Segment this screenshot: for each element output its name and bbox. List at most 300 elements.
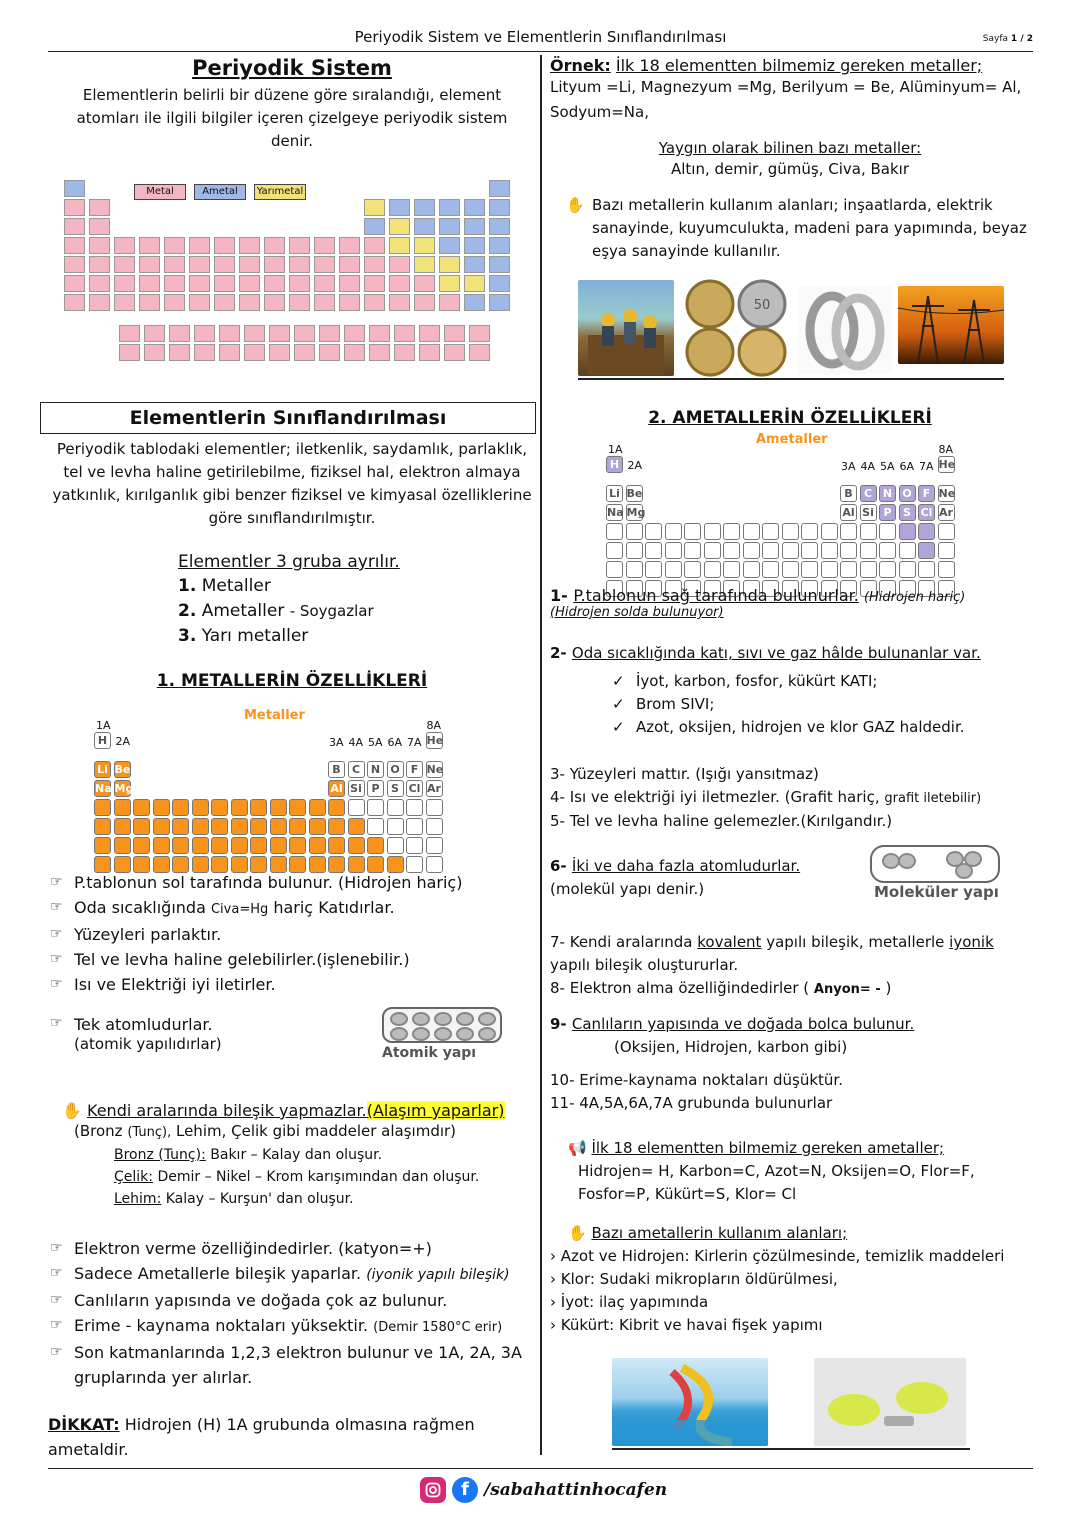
atom-dot — [456, 1027, 474, 1041]
grid-cell — [606, 561, 623, 578]
element-cell — [214, 294, 235, 311]
element-cell — [264, 256, 285, 273]
grid-cell — [114, 818, 131, 835]
water-slide-icon — [612, 1358, 768, 1446]
grid-cell — [387, 799, 404, 816]
element-cell — [489, 180, 510, 197]
grid-cell — [211, 837, 228, 854]
element-cell — [364, 237, 385, 254]
grid-cell — [309, 818, 326, 835]
metal-prop-item: ☞ Son katmanlarında 1,2,3 elektron bulunur ve 1A, 2A, 3A gruplarında yer alırlar. — [48, 1340, 536, 1390]
grid-cell — [860, 561, 877, 578]
grid-cell: He — [938, 458, 956, 471]
element-cell — [419, 325, 440, 342]
photos-underline-2 — [612, 1448, 970, 1450]
group-label-5a: 5A — [368, 736, 383, 749]
ornek-text: Lityum =Li, Magnezyum =Mg, Berilyum = Be, Alüminyum= Al, Sodyum=Na, — [550, 78, 1022, 121]
element-cell — [169, 344, 190, 361]
page-number: Sayfa 1 / 2 — [982, 34, 1033, 44]
element-cell — [264, 237, 285, 254]
element-cell — [214, 256, 235, 273]
element-cell — [394, 325, 415, 342]
uses-list — [550, 1245, 1030, 1337]
grid-cell — [192, 837, 209, 854]
grid-cell: S — [899, 504, 916, 521]
group-label-2a: 2A — [115, 735, 131, 748]
common-metals-title: Yaygın olarak bilinen bazı metaller: — [658, 139, 922, 157]
grid-cell: Ar — [427, 782, 441, 795]
grid-cell — [801, 523, 818, 540]
pointing-hand-icon: ☞ — [50, 951, 63, 967]
state-item: ✓ Brom SIVI; — [612, 693, 1030, 716]
element-cell — [194, 325, 215, 342]
atom-dot — [478, 1012, 496, 1026]
element-cell — [64, 180, 85, 197]
element-cell — [469, 344, 490, 361]
molecule-dot — [898, 853, 916, 869]
element-cell — [319, 344, 340, 361]
grid-cell: S — [387, 780, 404, 797]
grid-cell — [879, 561, 896, 578]
element-cell — [414, 199, 435, 216]
grid-cell — [704, 542, 721, 559]
element-cell — [344, 344, 365, 361]
element-cell — [194, 344, 215, 361]
periodic-system-title: Periyodik Sistem — [192, 56, 392, 80]
element-cell — [219, 325, 240, 342]
grid-cell — [328, 799, 345, 816]
grid-cell: Mg — [626, 506, 646, 519]
use-item: › İyot: ilaç yapımında — [550, 1293, 709, 1311]
element-cell — [269, 325, 290, 342]
check-icon: ✓ — [612, 718, 625, 736]
nonmetals-grid-diagram — [606, 432, 976, 578]
element-cell — [139, 294, 160, 311]
group-label-6a: 6A — [899, 460, 915, 473]
group-label-2a: 2A — [627, 459, 643, 472]
group-label-8a: 8A — [938, 443, 954, 456]
grid-cell: Al — [328, 780, 345, 797]
metals-title: 1. METALLERİN ÖZELLİKLERİ — [156, 671, 428, 691]
grid-cell — [899, 523, 916, 540]
grid-cell — [426, 799, 443, 816]
grid-cell — [704, 561, 721, 578]
atom-dot — [412, 1027, 430, 1041]
element-cell — [164, 237, 185, 254]
grid-cell — [172, 837, 189, 854]
grid-cell — [918, 542, 935, 559]
element-cell — [264, 294, 285, 311]
metal-prop-item: ☞ Elektron verme özelliğindedirler. (katyon=+) — [48, 1236, 536, 1261]
grid-cell: N — [367, 761, 384, 778]
grid-cell — [762, 561, 779, 578]
element-cell — [464, 294, 485, 311]
grid-cell — [626, 542, 643, 559]
grid-cell — [289, 837, 306, 854]
grid-cell: H — [94, 732, 111, 749]
grid-cell: Li — [606, 485, 623, 502]
state-item: ✓ İyot, karbon, fosfor, kükürt KATI; — [612, 670, 1030, 693]
use-item: › Kükürt: Kibrit ve havai fişek yapımı — [550, 1316, 823, 1334]
element-cell — [89, 199, 110, 216]
element-cell — [439, 237, 460, 254]
np9: 9- Canlıların yapısında ve doğada bolca bulunur. — [550, 1015, 915, 1033]
atomic-sub: (atomik yapılıdırlar) — [74, 1035, 222, 1053]
grid-cell — [250, 799, 267, 816]
element-cell — [389, 294, 410, 311]
element-cell — [464, 199, 485, 216]
first18-title: İlk 18 elementten bilmemiz gereken ametaller; — [591, 1139, 945, 1157]
footer-line — [48, 1468, 1033, 1469]
grid-cell — [367, 799, 384, 816]
periodic-table-image — [64, 180, 526, 385]
element-cell — [489, 294, 510, 311]
coins-photo — [682, 278, 790, 378]
grid-cell — [606, 542, 623, 559]
element-cell — [189, 275, 210, 292]
grid-cell: H — [606, 456, 623, 473]
grid-cell: Ne — [426, 763, 444, 776]
power-tower-icon — [898, 286, 1004, 364]
grid-cell: Ne — [938, 487, 956, 500]
grid-cell — [626, 523, 643, 540]
grid-cell: Al — [840, 504, 857, 521]
atom-dot — [434, 1027, 452, 1041]
element-cell — [414, 256, 435, 273]
periodic-system-desc: Elementlerin belirli bir düzene göre sıralandığı, element atomları ile ilgili bilgiler içeren çizelgeye periyodik sistem denir. — [76, 86, 508, 150]
element-cell — [114, 294, 135, 311]
grid-cell — [626, 561, 643, 578]
right-column — [550, 56, 1030, 263]
grid-cell — [309, 799, 326, 816]
element-cell — [414, 237, 435, 254]
element-cell — [289, 237, 310, 254]
grid-cell — [606, 523, 623, 540]
metal-prop-item: ☞ Isı ve Elektriği iyi iletirler. — [48, 972, 536, 997]
element-cell — [144, 344, 165, 361]
group-label-3a: 3A — [841, 460, 856, 473]
ornek-label: Örnek: — [550, 56, 611, 75]
element-cell — [244, 325, 265, 342]
ornek-title: İlk 18 elementten bilmemiz gereken metaller; — [615, 56, 983, 75]
element-cell — [389, 275, 410, 292]
element-cell — [464, 275, 485, 292]
grid-cell: Cl — [918, 504, 935, 521]
grid-cell: He — [426, 734, 444, 747]
grid-cell — [821, 542, 838, 559]
grid-cell: Si — [860, 504, 877, 521]
element-cell — [439, 218, 460, 235]
grid-cell — [743, 523, 760, 540]
grid-cell — [938, 542, 955, 559]
grid-cell — [840, 542, 857, 559]
coins-icon — [682, 278, 790, 378]
atom-dot — [390, 1012, 408, 1026]
element-cell — [164, 256, 185, 273]
grid-cell — [782, 523, 799, 540]
pointing-hand-icon: ☞ — [50, 874, 63, 890]
np9-sub: (Oksijen, Hidrojen, karbon gibi) — [614, 1038, 848, 1056]
element-cell — [214, 237, 235, 254]
grid-cell: P — [879, 504, 896, 521]
cleaning-photo — [814, 1358, 966, 1446]
element-cell — [489, 237, 510, 254]
atom-dot — [456, 1012, 474, 1026]
grid-cell — [231, 837, 248, 854]
atom-dot — [478, 1027, 496, 1041]
np3: 3- Yüzeyleri mattır. (Işığı yansıtmaz) — [550, 765, 819, 783]
hand-icon: ✋ — [566, 196, 585, 214]
element-cell — [214, 275, 235, 292]
metal-prop-item: ☞ Oda sıcaklığında Civa=Hg hariç Katıdırlar. — [48, 895, 536, 922]
element-cell — [239, 256, 260, 273]
hand-icon: ✋ — [62, 1101, 82, 1120]
instagram-icon[interactable] — [420, 1477, 446, 1503]
atomic-label: Atomik yapı — [382, 1045, 477, 1061]
grid-cell — [367, 837, 384, 854]
element-cell — [189, 256, 210, 273]
element-cell — [64, 294, 85, 311]
page-header — [48, 26, 1033, 52]
group-label-1a: 1A — [96, 719, 111, 732]
np2-line: 2- Oda sıcaklığında katı, sıvı ve gaz hâlde bulunanlar var. — [550, 644, 981, 662]
group-item: 2. Ametaller - Soygazlar — [178, 601, 374, 621]
first18-text: Hidrojen= H, Karbon=C, Azot=N, Oksijen=O, Flor=F, Fosfor=P, Kükürt=S, Klor= Cl — [578, 1162, 975, 1203]
element-cell — [319, 325, 340, 342]
element-cell — [64, 275, 85, 292]
element-cell — [369, 344, 390, 361]
grid-cell — [860, 542, 877, 559]
grid-cell: P — [367, 780, 384, 797]
alloy-item: Çelik: Demir – Nikel – Krom karışımından dan oluşur. — [114, 1169, 480, 1185]
grid-cell — [367, 818, 384, 835]
element-cell — [344, 325, 365, 342]
grid-cell — [723, 523, 740, 540]
element-cell — [444, 344, 465, 361]
grid-cell — [801, 542, 818, 559]
grid-cell: O — [899, 485, 916, 502]
grid-cell — [918, 561, 935, 578]
atomic-structure-icon — [382, 1007, 502, 1043]
pointing-hand-icon: ☞ — [50, 899, 63, 915]
atom-dot — [390, 1027, 408, 1041]
grid-cell: Be — [114, 763, 131, 776]
grid-cell — [665, 561, 682, 578]
metal-prop-item: ☞ Canlıların yapısında ve doğada çok az bulunur. — [48, 1288, 536, 1313]
grid-cell — [406, 799, 423, 816]
legend-ametal: Ametal — [194, 184, 246, 200]
pointing-hand-icon: ☞ — [50, 976, 63, 992]
np4: 4- Isı ve elektriği iyi iletmezler. (Grafit hariç, grafit iletebilir) — [550, 788, 982, 806]
state-item: ✓ Azot, oksijen, hidrojen ve klor GAZ haldedir. — [612, 716, 1030, 739]
element-cell — [464, 256, 485, 273]
metal-props-section — [48, 870, 536, 1462]
page-title: Periyodik Sistem ve Elementlerin Sınıflandırılması — [354, 28, 727, 46]
metal-prop-item: ☞ Yüzeyleri parlaktır. — [48, 922, 536, 947]
atom-dot — [434, 1012, 452, 1026]
dikkat-text: Hidrojen (H) 1A grubunda olmasına rağmen ametaldir. — [48, 1415, 475, 1459]
groups-block — [178, 552, 536, 649]
grid-cell — [684, 561, 701, 578]
grid-cell — [645, 561, 662, 578]
element-cell — [339, 294, 360, 311]
grid-cell — [743, 561, 760, 578]
grid-cell — [133, 818, 150, 835]
group-label-7a: 7A — [407, 736, 422, 749]
element-cell — [89, 218, 110, 235]
groups-title: Elementler 3 gruba ayrılır. — [178, 552, 400, 572]
grid-cell — [250, 837, 267, 854]
pointing-hand-icon: ☞ — [50, 926, 63, 942]
classification-title: Elementlerin Sınıflandırılması — [40, 402, 536, 434]
group-label-6a: 6A — [387, 736, 403, 749]
check-icon: ✓ — [612, 672, 625, 690]
element-cell — [64, 218, 85, 235]
atom-dot — [412, 1012, 430, 1026]
element-cell — [464, 237, 485, 254]
element-cell — [189, 237, 210, 254]
grid-cell — [684, 523, 701, 540]
element-cell — [114, 256, 135, 273]
grid-cell — [114, 837, 131, 854]
alloy-item: Bronz (Tunç): Bakır – Kalay dan oluşur. — [114, 1147, 383, 1163]
chart-label: Ametaller — [756, 432, 828, 447]
grid-cell — [879, 542, 896, 559]
grid-cell: B — [840, 485, 857, 502]
element-cell — [364, 275, 385, 292]
grid-cell: Mg — [114, 782, 134, 795]
dikkat-label: DİKKAT: — [48, 1415, 120, 1434]
element-cell — [414, 218, 435, 235]
grid-cell — [743, 542, 760, 559]
grid-cell — [289, 818, 306, 835]
left-column — [48, 56, 536, 153]
megaphone-icon: 📢 — [568, 1139, 587, 1157]
element-cell — [89, 237, 110, 254]
group-label-3a: 3A — [329, 736, 344, 749]
social-handle[interactable]: /sabahattinhocafen — [484, 1480, 668, 1500]
element-cell — [89, 294, 110, 311]
use-item: › Klor: Sudaki mikropların öldürülmesi, — [550, 1270, 838, 1288]
ornek-line — [550, 56, 1030, 75]
grid-cell — [94, 799, 111, 816]
group-label-5a: 5A — [880, 460, 895, 473]
element-cell — [294, 344, 315, 361]
element-cell — [444, 325, 465, 342]
group-item: 3. Yarı metaller — [178, 626, 309, 646]
element-cell — [469, 325, 490, 342]
pointing-hand-icon: ☞ — [50, 1240, 63, 1256]
element-cell — [139, 237, 160, 254]
element-cell — [464, 218, 485, 235]
pointing-hand-icon: ☞ — [50, 1265, 63, 1281]
grid-cell: Si — [348, 780, 365, 797]
rings-icon — [798, 286, 892, 374]
grid-cell — [938, 523, 955, 540]
group-label-4a: 4A — [348, 736, 364, 749]
molecular-label: Moleküler yapı — [874, 883, 999, 901]
atomic-row — [48, 1015, 536, 1067]
group-label-7a: 7A — [919, 460, 934, 473]
grid-cell — [387, 818, 404, 835]
facebook-icon[interactable]: f — [452, 1477, 478, 1503]
classification-section — [48, 402, 536, 691]
element-cell — [289, 256, 310, 273]
pointing-hand-icon: ☞ — [50, 1015, 63, 1031]
element-cell — [314, 294, 335, 311]
grid-cell: N — [879, 485, 896, 502]
photos-underline — [578, 378, 1004, 380]
element-cell — [144, 325, 165, 342]
element-cell — [339, 256, 360, 273]
grid-cell — [94, 837, 111, 854]
grid-cell — [684, 542, 701, 559]
metal-usage — [566, 194, 1030, 263]
grid-cell — [821, 561, 838, 578]
grid-cell — [879, 523, 896, 540]
element-cell — [489, 256, 510, 273]
grid-cell — [270, 799, 287, 816]
grid-cell — [645, 542, 662, 559]
social-footer — [420, 1476, 667, 1504]
np8: 8- Elektron alma özelliğindedirler ( Anyon= - ) — [550, 979, 892, 997]
grid-cell — [133, 837, 150, 854]
group-item: 1. Metaller — [178, 576, 271, 596]
element-cell — [64, 199, 85, 216]
nonmetals-title: 2. AMETALLERİN ÖZELLİKLERİ — [648, 408, 932, 428]
element-cell — [269, 344, 290, 361]
element-cell — [189, 294, 210, 311]
metal-prop-item: ☞ Tel ve levha haline gelebilirler.(işlenebilir.) — [48, 947, 536, 972]
element-cell — [339, 275, 360, 292]
element-cell — [314, 275, 335, 292]
element-cell — [439, 294, 460, 311]
states-list — [612, 670, 1030, 739]
grid-cell — [840, 561, 857, 578]
grid-cell — [153, 837, 170, 854]
pointing-hand-icon: ☞ — [50, 1317, 63, 1333]
grid-cell — [348, 818, 365, 835]
element-cell — [139, 256, 160, 273]
grid-cell — [782, 561, 799, 578]
grid-cell — [762, 542, 779, 559]
element-cell — [339, 237, 360, 254]
element-cell — [364, 199, 385, 216]
element-cell — [389, 237, 410, 254]
element-cell — [369, 325, 390, 342]
element-cell — [89, 275, 110, 292]
element-cell — [419, 344, 440, 361]
grid-cell — [406, 818, 423, 835]
uses-title-wrap — [568, 1222, 1030, 1245]
element-cell — [394, 344, 415, 361]
molecular-structure-icon — [870, 845, 1000, 883]
grid-cell — [289, 799, 306, 816]
grid-cell: Na — [95, 782, 112, 795]
grid-cell — [348, 799, 365, 816]
grid-cell: O — [387, 761, 404, 778]
element-cell — [64, 256, 85, 273]
nonmetal-props — [550, 586, 1030, 1337]
metal-usage-text: Bazı metallerin kullanım alanları; inşaatlarda, elektrik sanayinde, kuyumculukta, madeni para yapımında, beyaz eşya sanayinde kullanılır. — [592, 196, 1027, 260]
grid-cell — [899, 542, 916, 559]
element-cell — [119, 325, 140, 342]
atomic-text-wrap — [48, 1015, 222, 1053]
element-cell — [169, 325, 190, 342]
check-icon: ✓ — [612, 695, 625, 713]
grid-cell — [250, 818, 267, 835]
np3-5 — [550, 763, 1030, 833]
